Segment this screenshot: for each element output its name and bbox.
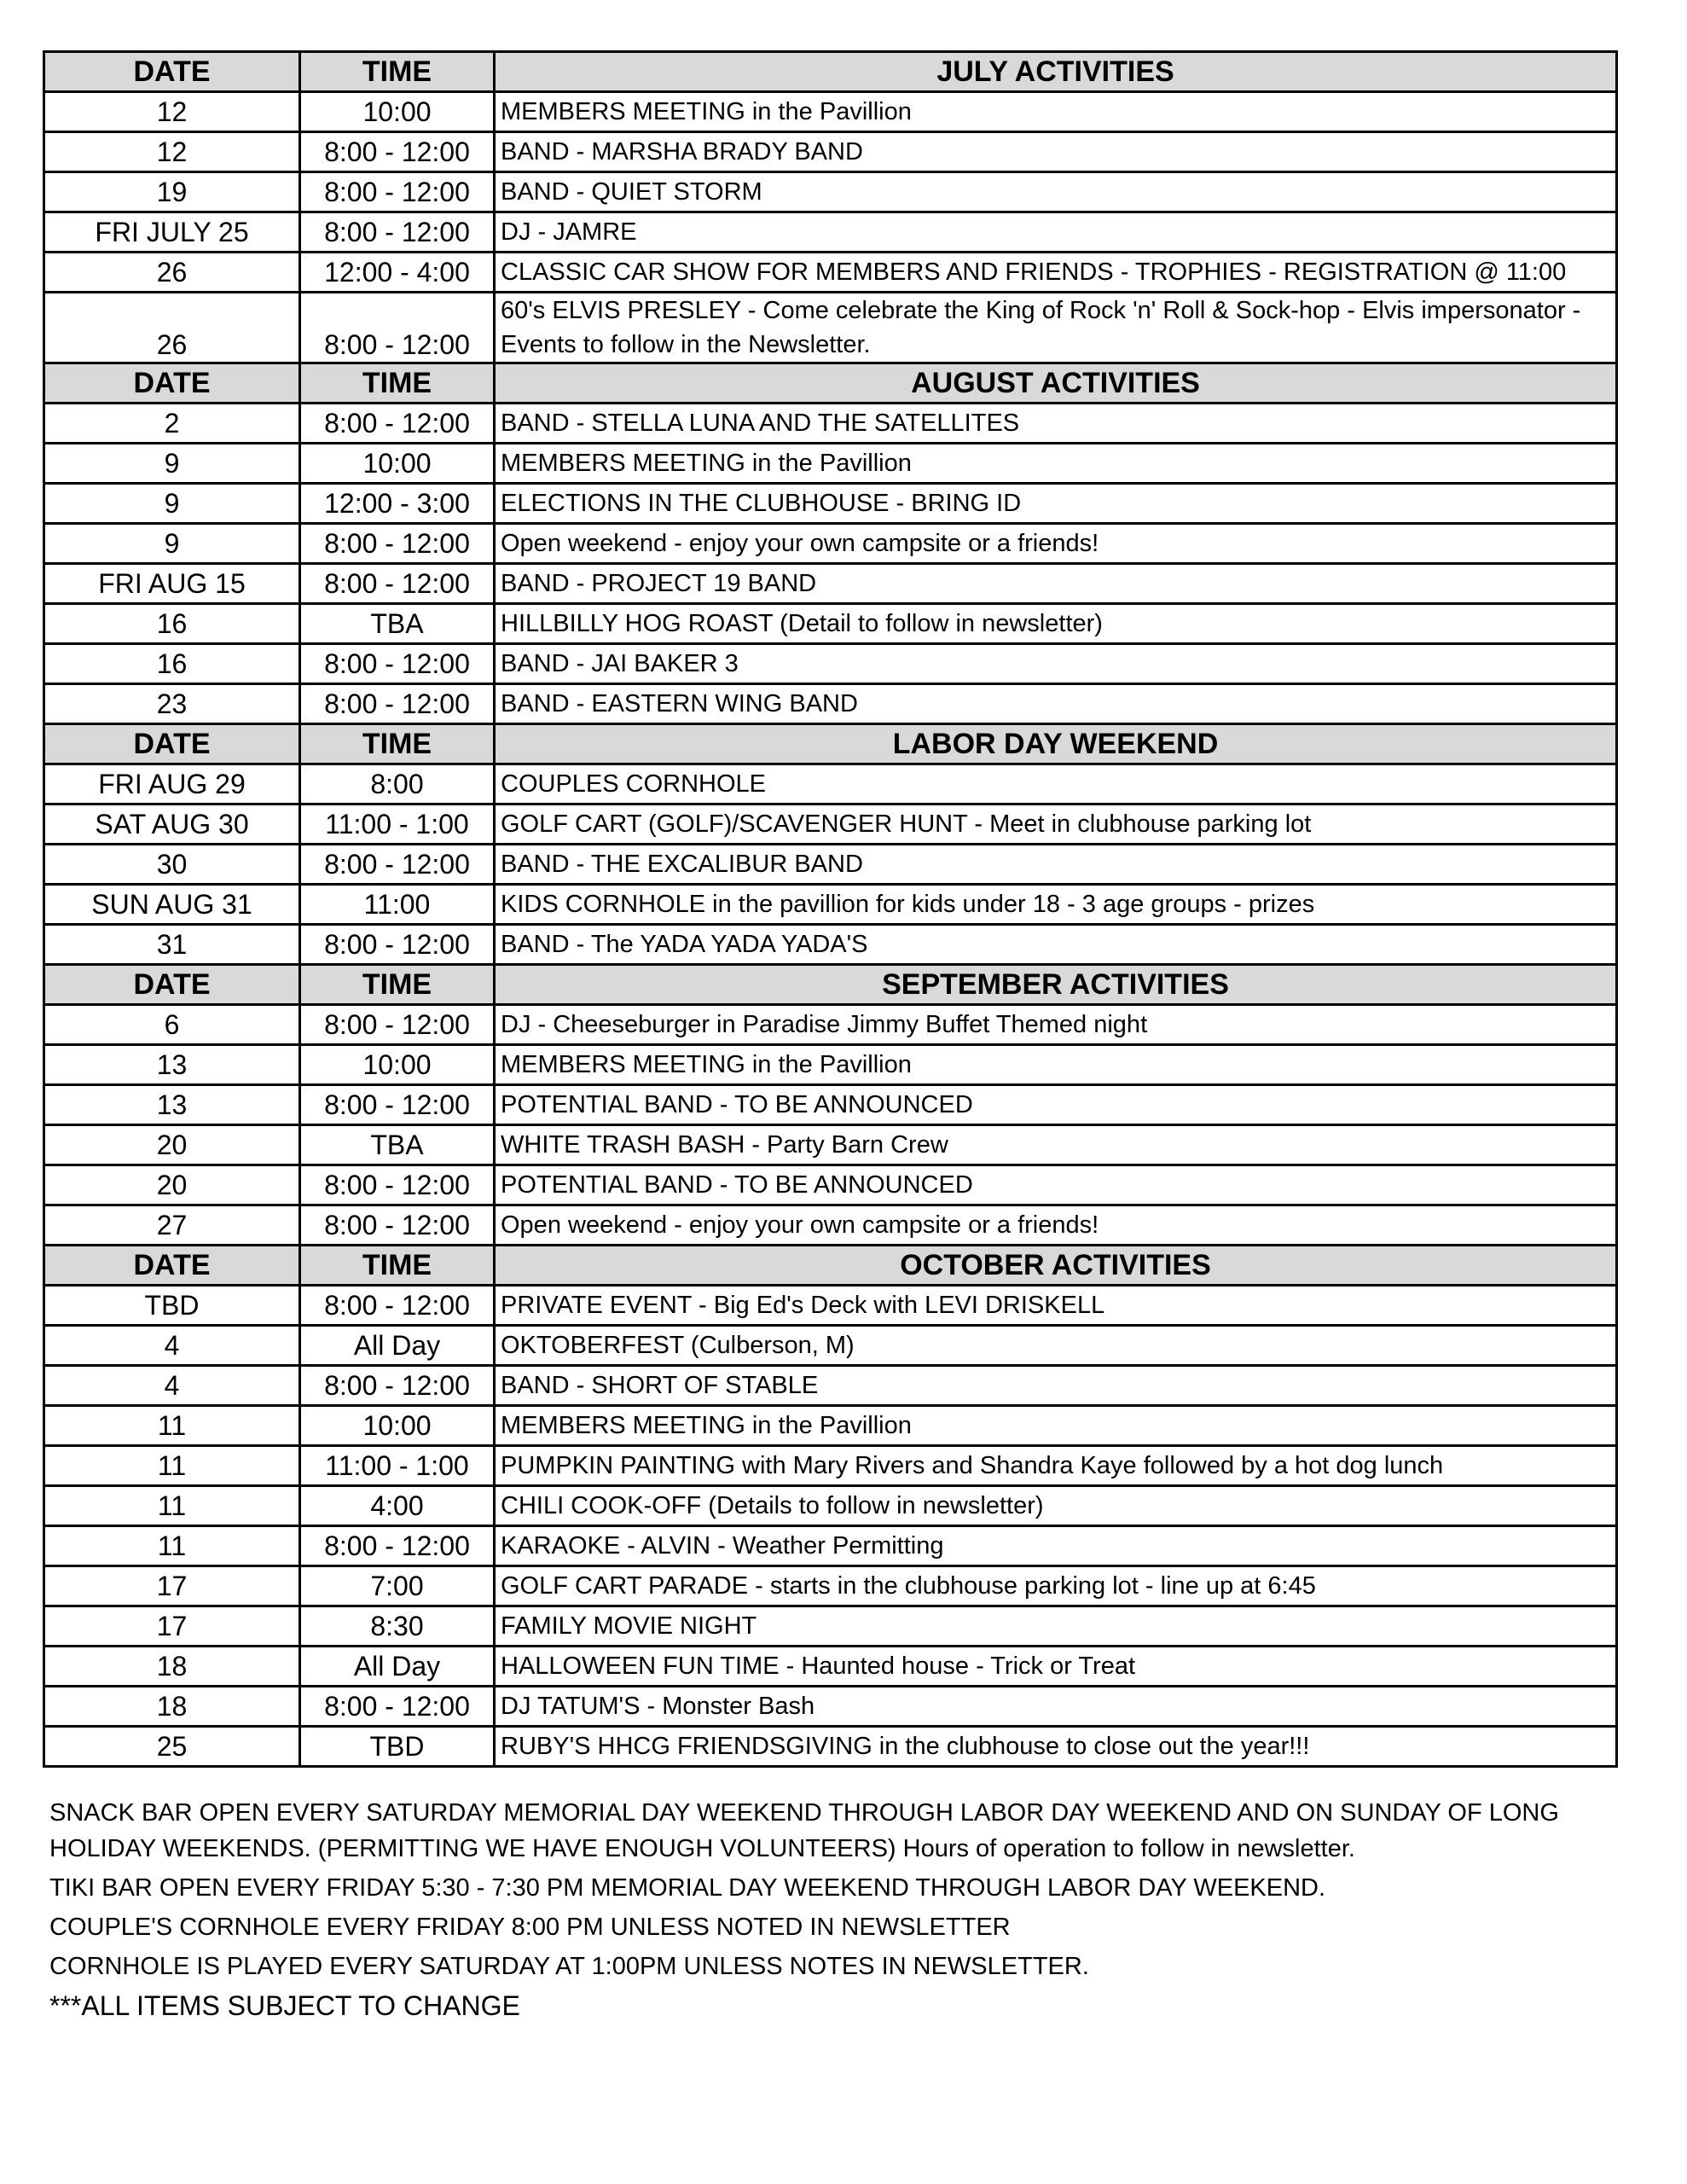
event-time: 8:00 - 12:00	[300, 212, 495, 253]
event-date: 16	[44, 644, 300, 684]
date-column-header: DATE	[44, 724, 300, 764]
event-date: 4	[44, 1366, 300, 1406]
table-row	[44, 1406, 1617, 1446]
event-date: 17	[44, 1606, 300, 1647]
tiki-bar-note: TIKI BAR OPEN EVERY FRIDAY 5:30 - 7:30 PM MEMORIAL DAY WEEKEND THROUGH LABOR DAY WEEKEND.	[49, 1874, 1326, 1902]
table-row	[44, 404, 1617, 444]
event-date: 13	[44, 1045, 300, 1085]
event-time: TBA	[300, 1125, 495, 1165]
event-date: 31	[44, 925, 300, 965]
event-time: 8:00 - 12:00	[300, 1165, 495, 1205]
table-row	[44, 564, 1617, 604]
event-activity: COUPLES CORNHOLE	[495, 764, 1617, 804]
event-time: 8:00 - 12:00	[300, 845, 495, 885]
event-date: TBD	[44, 1286, 300, 1326]
event-date: FRI JULY 25	[44, 212, 300, 253]
date-column-header: DATE	[44, 1246, 300, 1286]
table-row	[44, 1526, 1617, 1566]
event-activity: MEMBERS MEETING in the Pavillion	[495, 92, 1617, 132]
event-activity: BAND - EASTERN WING BAND	[495, 684, 1617, 724]
event-date: 19	[44, 172, 300, 212]
event-date: 20	[44, 1125, 300, 1165]
event-date: 11	[44, 1446, 300, 1486]
event-activity: PRIVATE EVENT - Big Ed's Deck with LEVI DRISKELL	[495, 1286, 1617, 1326]
schedule-body	[44, 52, 1617, 1767]
event-activity: BAND - PROJECT 19 BAND	[495, 564, 1617, 604]
activity-schedule-table	[43, 50, 1618, 1768]
table-row	[44, 1687, 1617, 1727]
event-time: 10:00	[300, 1045, 495, 1085]
event-time: 7:00	[300, 1566, 495, 1606]
event-activity: MEMBERS MEETING in the Pavillion	[495, 1406, 1617, 1446]
time-column-header: TIME	[300, 52, 495, 92]
event-time: 11:00 - 1:00	[300, 1446, 495, 1486]
event-time: 10:00	[300, 92, 495, 132]
event-time: 8:00 - 12:00	[300, 644, 495, 684]
event-time: 11:00 - 1:00	[300, 804, 495, 845]
table-row	[44, 1165, 1617, 1205]
event-date: 27	[44, 1205, 300, 1246]
event-time: 8:00 - 12:00	[300, 1366, 495, 1406]
table-row	[44, 764, 1617, 804]
table-row	[44, 1005, 1617, 1045]
event-activity: KARAOKE - ALVIN - Weather Permitting	[495, 1526, 1617, 1566]
event-activity: HALLOWEEN FUN TIME - Haunted house - Trick or Treat	[495, 1647, 1617, 1687]
table-row	[44, 444, 1617, 484]
event-activity: BAND - STELLA LUNA AND THE SATELLITES	[495, 404, 1617, 444]
event-time: All Day	[300, 1647, 495, 1687]
event-time: 8:00 - 12:00	[300, 132, 495, 172]
event-activity: KIDS CORNHOLE in the pavillion for kids under 18 - 3 age groups - prizes	[495, 885, 1617, 925]
couples-cornhole-note: COUPLE'S CORNHOLE EVERY FRIDAY 8:00 PM UNLESS NOTED IN NEWSLETTER	[49, 1914, 1011, 1941]
table-row	[44, 684, 1617, 724]
section-title: SEPTEMBER ACTIVITIES	[495, 965, 1617, 1005]
event-date: 13	[44, 1085, 300, 1125]
event-time: 8:00 - 12:00	[300, 684, 495, 724]
time-column-header: TIME	[300, 965, 495, 1005]
table-row	[44, 1727, 1617, 1767]
event-date: 26	[44, 253, 300, 293]
table-row	[44, 1045, 1617, 1085]
table-row	[44, 253, 1617, 293]
section-title: LABOR DAY WEEKEND	[495, 724, 1617, 764]
table-row	[44, 1085, 1617, 1125]
event-time: 8:00 - 12:00	[300, 1205, 495, 1246]
table-row	[44, 92, 1617, 132]
event-activity: ELECTIONS IN THE CLUBHOUSE - BRING ID	[495, 484, 1617, 524]
event-date: 16	[44, 604, 300, 644]
event-activity: DJ - Cheeseburger in Paradise Jimmy Buffet Themed night	[495, 1005, 1617, 1045]
event-time: 8:00 - 12:00	[300, 404, 495, 444]
event-date: 4	[44, 1326, 300, 1366]
event-time: 8:00 - 12:00	[300, 293, 495, 363]
event-date: SUN AUG 31	[44, 885, 300, 925]
event-activity: BAND - JAI BAKER 3	[495, 644, 1617, 684]
event-time: 8:00 - 12:00	[300, 1526, 495, 1566]
event-date: 12	[44, 132, 300, 172]
event-activity: POTENTIAL BAND - TO BE ANNOUNCED	[495, 1165, 1617, 1205]
event-time: TBD	[300, 1727, 495, 1767]
schedule-notes	[49, 1795, 1585, 2034]
event-activity: BAND - SHORT OF STABLE	[495, 1366, 1617, 1406]
event-activity: PUMPKIN PAINTING with Mary Rivers and Shandra Kaye followed by a hot dog lunch	[495, 1446, 1617, 1486]
table-row	[44, 804, 1617, 845]
table-row	[44, 1647, 1617, 1687]
event-time: 8:30	[300, 1606, 495, 1647]
event-date: SAT AUG 30	[44, 804, 300, 845]
table-row	[44, 1205, 1617, 1246]
time-column-header: TIME	[300, 724, 495, 764]
table-row	[44, 172, 1617, 212]
event-activity: GOLF CART PARADE - starts in the clubhouse parking lot - line up at 6:45	[495, 1566, 1617, 1606]
table-row	[44, 885, 1617, 925]
table-row	[44, 1125, 1617, 1165]
table-row	[44, 212, 1617, 253]
event-date: FRI AUG 15	[44, 564, 300, 604]
cornhole-note: CORNHOLE IS PLAYED EVERY SATURDAY AT 1:00PM UNLESS NOTES IN NEWSLETTER.	[49, 1953, 1089, 1980]
event-date: 30	[44, 845, 300, 885]
event-time: 8:00 - 12:00	[300, 1005, 495, 1045]
table-row	[44, 1606, 1617, 1647]
table-row	[44, 644, 1617, 684]
event-time: 10:00	[300, 444, 495, 484]
section-header-row	[44, 965, 1617, 1005]
event-date: 17	[44, 1566, 300, 1606]
event-activity: GOLF CART (GOLF)/SCAVENGER HUNT - Meet in clubhouse parking lot	[495, 804, 1617, 845]
event-date: 11	[44, 1406, 300, 1446]
event-activity: Open weekend - enjoy your own campsite or a friends!	[495, 1205, 1617, 1246]
table-row	[44, 604, 1617, 644]
event-activity: BAND - MARSHA BRADY BAND	[495, 132, 1617, 172]
event-activity: DJ TATUM'S - Monster Bash	[495, 1687, 1617, 1727]
event-time: 11:00	[300, 885, 495, 925]
event-activity: MEMBERS MEETING in the Pavillion	[495, 1045, 1617, 1085]
event-time: 8:00 - 12:00	[300, 524, 495, 564]
date-column-header: DATE	[44, 965, 300, 1005]
event-time: TBA	[300, 604, 495, 644]
event-activity: CLASSIC CAR SHOW FOR MEMBERS AND FRIENDS - TROPHIES - REGISTRATION @ 11:00	[495, 253, 1617, 293]
section-title: OCTOBER ACTIVITIES	[495, 1246, 1617, 1286]
date-column-header: DATE	[44, 52, 300, 92]
event-activity: Open weekend - enjoy your own campsite or a friends!	[495, 524, 1617, 564]
event-date: 9	[44, 444, 300, 484]
event-activity: BAND - QUIET STORM	[495, 172, 1617, 212]
event-time: All Day	[300, 1326, 495, 1366]
table-row	[44, 845, 1617, 885]
event-date: 9	[44, 484, 300, 524]
event-time: 12:00 - 3:00	[300, 484, 495, 524]
event-time: 4:00	[300, 1486, 495, 1526]
time-column-header: TIME	[300, 1246, 495, 1286]
event-date: 18	[44, 1687, 300, 1727]
event-date: 23	[44, 684, 300, 724]
table-row	[44, 1326, 1617, 1366]
event-date: 26	[44, 293, 300, 363]
table-row	[44, 484, 1617, 524]
event-activity: WHITE TRASH BASH - Party Barn Crew	[495, 1125, 1617, 1165]
event-date: 18	[44, 1647, 300, 1687]
event-activity: DJ - JAMRE	[495, 212, 1617, 253]
event-date: FRI AUG 29	[44, 764, 300, 804]
table-row	[44, 293, 1617, 363]
event-activity: CHILI COOK-OFF (Details to follow in newsletter)	[495, 1486, 1617, 1526]
event-time: 8:00 - 12:00	[300, 1687, 495, 1727]
table-row	[44, 925, 1617, 965]
event-activity: BAND - THE EXCALIBUR BAND	[495, 845, 1617, 885]
table-row	[44, 1286, 1617, 1326]
event-activity: FAMILY MOVIE NIGHT	[495, 1606, 1617, 1647]
table-row	[44, 524, 1617, 564]
event-activity: MEMBERS MEETING in the Pavillion	[495, 444, 1617, 484]
event-time: 8:00 - 12:00	[300, 1286, 495, 1326]
date-column-header: DATE	[44, 363, 300, 404]
event-date: 11	[44, 1526, 300, 1566]
event-activity: RUBY'S HHCG FRIENDSGIVING in the clubhouse to close out the year!!!	[495, 1727, 1617, 1767]
event-time: 10:00	[300, 1406, 495, 1446]
subject-to-change-note: ***ALL ITEMS SUBJECT TO CHANGE	[49, 1990, 520, 2021]
event-time: 8:00 - 12:00	[300, 564, 495, 604]
event-activity: BAND - The YADA YADA YADA'S	[495, 925, 1617, 965]
table-row	[44, 1366, 1617, 1406]
event-date: 20	[44, 1165, 300, 1205]
section-header-row	[44, 363, 1617, 404]
event-activity: OKTOBERFEST (Culberson, M)	[495, 1326, 1617, 1366]
event-time: 8:00 - 12:00	[300, 172, 495, 212]
section-title: AUGUST ACTIVITIES	[495, 363, 1617, 404]
event-time: 12:00 - 4:00	[300, 253, 495, 293]
table-row	[44, 1566, 1617, 1606]
event-date: 2	[44, 404, 300, 444]
table-row	[44, 132, 1617, 172]
section-header-row	[44, 724, 1617, 764]
event-activity: POTENTIAL BAND - TO BE ANNOUNCED	[495, 1085, 1617, 1125]
event-date: 9	[44, 524, 300, 564]
time-column-header: TIME	[300, 363, 495, 404]
event-time: 8:00 - 12:00	[300, 1085, 495, 1125]
event-time: 8:00 - 12:00	[300, 925, 495, 965]
event-activity: 60's ELVIS PRESLEY - Come celebrate the King of Rock 'n' Roll & Sock-hop - Elvis impersonator - Events to follow in the Newsletter.	[495, 293, 1617, 363]
event-activity: HILLBILLY HOG ROAST (Detail to follow in newsletter)	[495, 604, 1617, 644]
event-time: 8:00	[300, 764, 495, 804]
snack-bar-note: SNACK BAR OPEN EVERY SATURDAY MEMORIAL DAY WEEKEND THROUGH LABOR DAY WEEKEND AND ON SUNDAY OF LONG HOLIDAY WEEKENDS. (PERMITTING WE HAVE ENOUGH VOLUNTEERS) Hours of operation to follow in newsletter.	[49, 1799, 1559, 1862]
table-row	[44, 1446, 1617, 1486]
section-header-row	[44, 1246, 1617, 1286]
event-date: 25	[44, 1727, 300, 1767]
section-header-row	[44, 52, 1617, 92]
event-date: 6	[44, 1005, 300, 1045]
section-title: JULY ACTIVITIES	[495, 52, 1617, 92]
table-row	[44, 1486, 1617, 1526]
event-date: 12	[44, 92, 300, 132]
event-date: 11	[44, 1486, 300, 1526]
